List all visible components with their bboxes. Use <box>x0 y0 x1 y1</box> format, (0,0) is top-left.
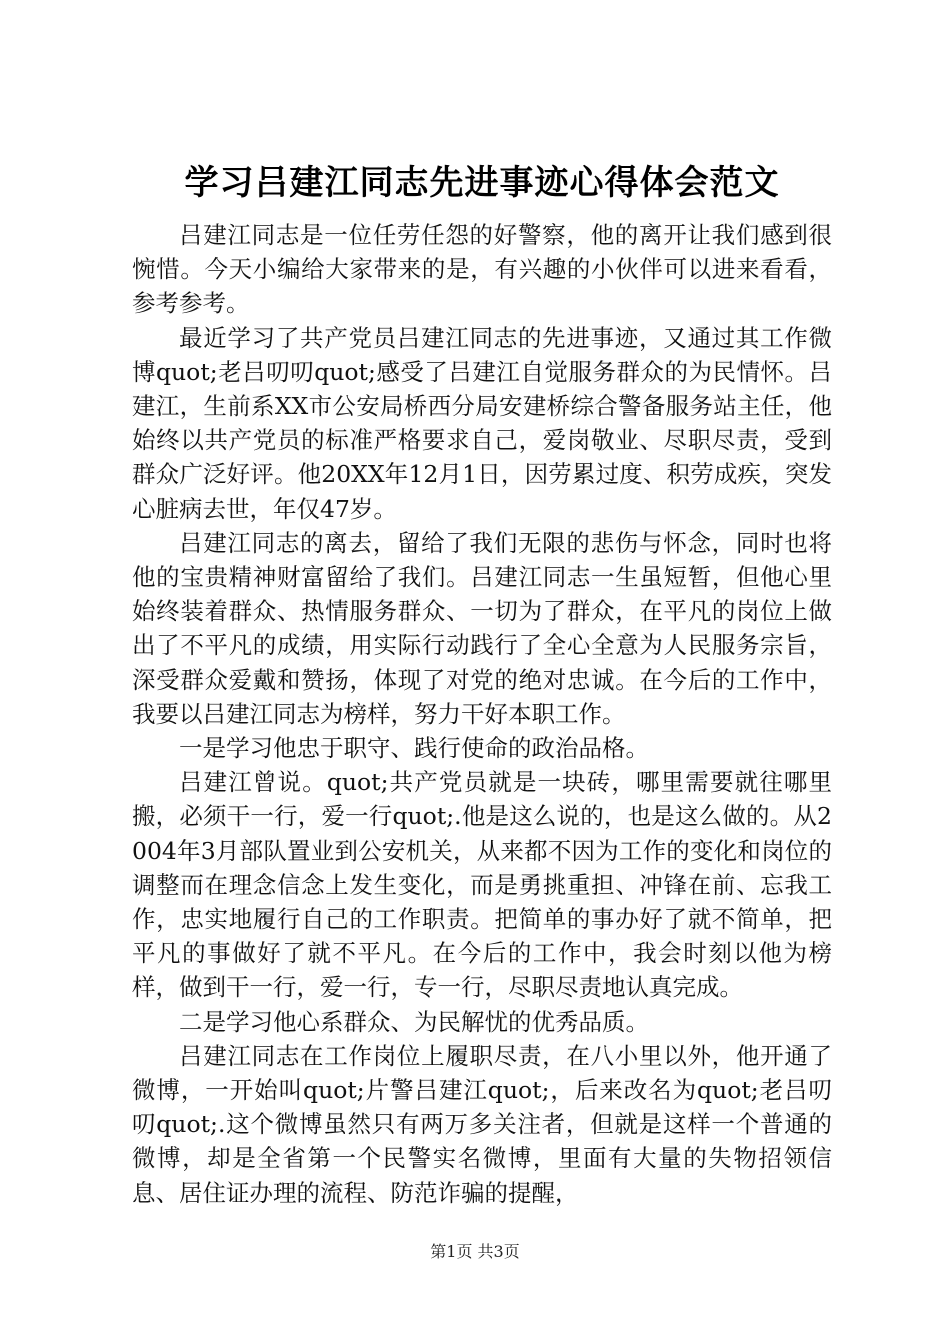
paragraph-brick: 吕建江曾说。quot;共产党员就是一块砖，哪里需要就往哪里搬，必须干一行，爱一行quot;.他是这么说的，也是这么做的。从2004年3月部队置业到公安机关，从来都不因为工作的变化和岗位的调整而在理念信念上发生变化，而是勇挑重担、冲锋在前、忘我工作，忠实地履行自己的工作职责。把简单的事办好了就不简单，把平凡的事做好了就不平凡。在今后的工作中，我会时刻以他为榜样，做到干一行，爱一行，专一行，尽职尽责地认真完成。 <box>132 768 832 1002</box>
paragraph-intro: 吕建江同志是一位任劳任怨的好警察，他的离开让我们感到很惋惜。今天小编给大家带来的是，有兴趣的小伙伴可以进来看看，参考参考。 <box>132 221 832 318</box>
paragraph-deeds: 最近学习了共产党员吕建江同志的先进事迹，又通过其工作微博quot;老吕叨叨quot;感受了吕建江自觉服务群众的为民情怀。吕建江，生前系XX市公安局桥西分局安建桥综合警备服务站主任，他始终以共产党员的标准严格要求自己，爱岗敬业、尽职尽责，受到群众广泛好评。他20XX年12月1日，因劳累过度、积劳成疾，突发心脏病去世，年仅47岁。 <box>132 323 832 523</box>
document-page <box>132 150 832 1210</box>
document-title: 学习吕建江同志先进事迹心得体会范文 <box>184 163 780 203</box>
paragraph-weibo: 吕建江同志在工作岗位上履职尽责，在八小里以外，他开通了微博，一开始叫quot;片警吕建江quot;，后来改名为quot;老吕叨叨quot;.这个微博虽然只有两万多关注者，但就是这样一个普通的微博，却是全省第一个民警实名微博，里面有大量的失物招领信息、居住证办理的流程、防范诈骗的提醒， <box>132 1041 832 1207</box>
paragraph-heading-one: 一是学习他忠于职守、践行使命的政治品格。 <box>179 734 649 763</box>
page-footer: 第1页 共3页 <box>430 1242 520 1261</box>
paragraph-heading-two: 二是学习他心系群众、为民解忧的优秀品质。 <box>179 1007 649 1036</box>
paragraph-legacy: 吕建江同志的离去，留给了我们无限的悲伤与怀念，同时也将他的宝贵精神财富留给了我们。吕建江同志一生虽短暂，但他心里始终装着群众、热情服务群众、一切为了群众，在平凡的岗位上做出了不平凡的成绩，用实际行动践行了全心全意为人民服务宗旨，深受群众爱戴和赞扬，体现了对党的绝对忠诚。在今后的工作中，我要以吕建江同志为榜样，努力干好本职工作。 <box>132 528 832 728</box>
